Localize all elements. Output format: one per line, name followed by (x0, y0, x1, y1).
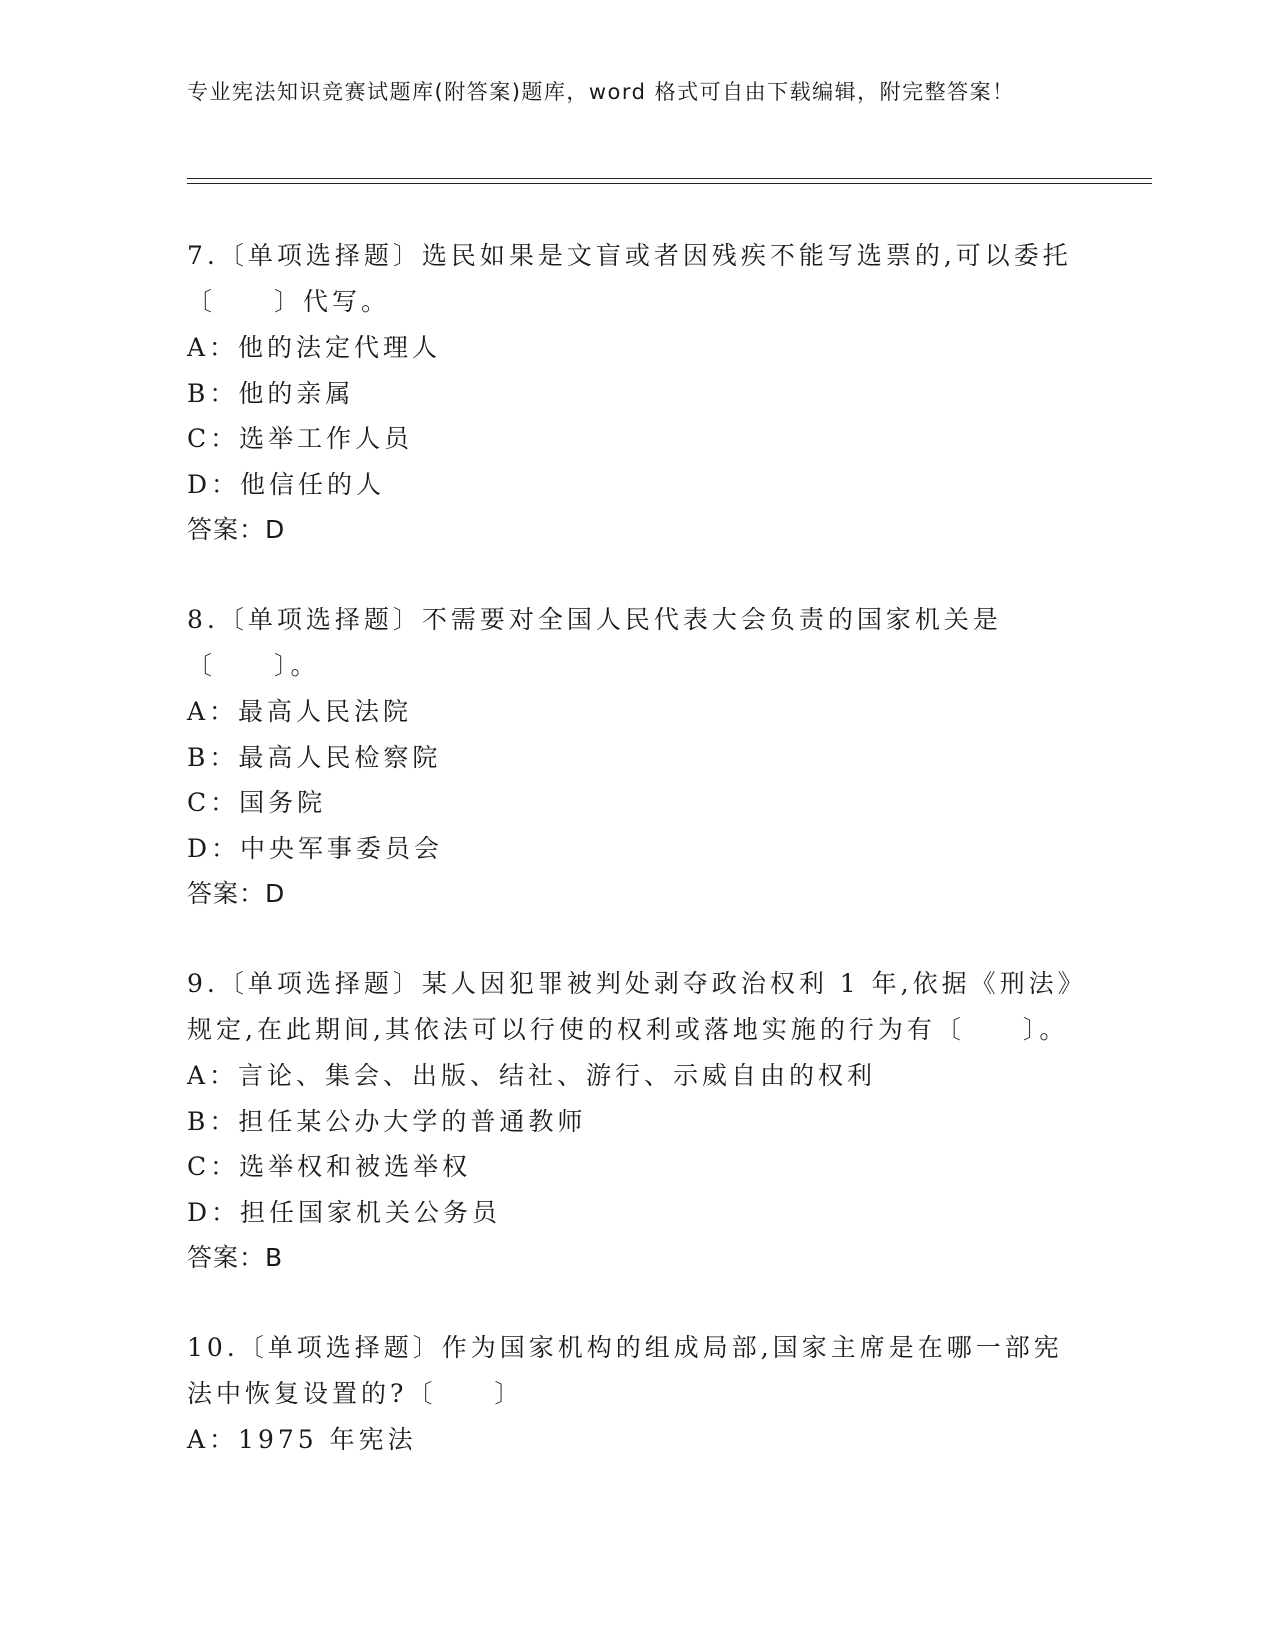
question-stem: 8.〔单项选择题〕不需要对全国人民代表大会负责的国家机关是〔 〕。 (187, 605, 1002, 680)
question-stem: 10.〔单项选择题〕作为国家机构的组成局部,国家主席是在哪一部宪法中恢复设置的?〔 〕 (187, 1333, 1063, 1408)
option-d: D：担任国家机关公务员 (187, 1197, 502, 1227)
option-a: A：最高人民法院 (187, 697, 413, 726)
question-stem: 7.〔单项选择题〕选民如果是文盲或者因残疾不能写选票的,可以委托〔 〕代写。 (187, 241, 1072, 316)
question-7 (187, 233, 1087, 553)
header-divider-top (187, 178, 1152, 179)
question-8 (187, 597, 1087, 917)
option-c: C：选举工作人员 (187, 424, 414, 453)
option-a: A：1975 年宪法 (187, 1425, 417, 1454)
question-10 (187, 1325, 1087, 1463)
question-9 (187, 961, 1087, 1281)
option-c: C：国务院 (187, 788, 327, 817)
option-a: A：他的法定代理人 (187, 333, 442, 362)
option-b: B：最高人民检察院 (187, 742, 442, 772)
header-divider-bottom (187, 183, 1152, 184)
answer-line: 答案：D (187, 515, 286, 544)
answer-line: 答案：B (187, 1243, 284, 1272)
document-header: 专业宪法知识竞赛试题库(附答案)题库，word 格式可自由下载编辑，附完整答案！ (187, 80, 1015, 104)
option-a: A：言论、集会、出版、结社、游行、示威自由的权利 (187, 1061, 877, 1090)
question-stem: 9.〔单项选择题〕某人因犯罪被判处剥夺政治权利 1 年,依据《刑法》规定,在此期间,其依法可以行使的权利或落地实施的行为有〔 〕。 (187, 969, 1087, 1044)
option-c: C：选举权和被选举权 (187, 1152, 472, 1181)
option-b: B：担任某公办大学的普通教师 (187, 1106, 587, 1136)
answer-line: 答案：D (187, 879, 286, 908)
option-d: D：他信任的人 (187, 469, 386, 499)
option-d: D：中央军事委员会 (187, 833, 444, 863)
option-b: B：他的亲属 (187, 378, 355, 408)
